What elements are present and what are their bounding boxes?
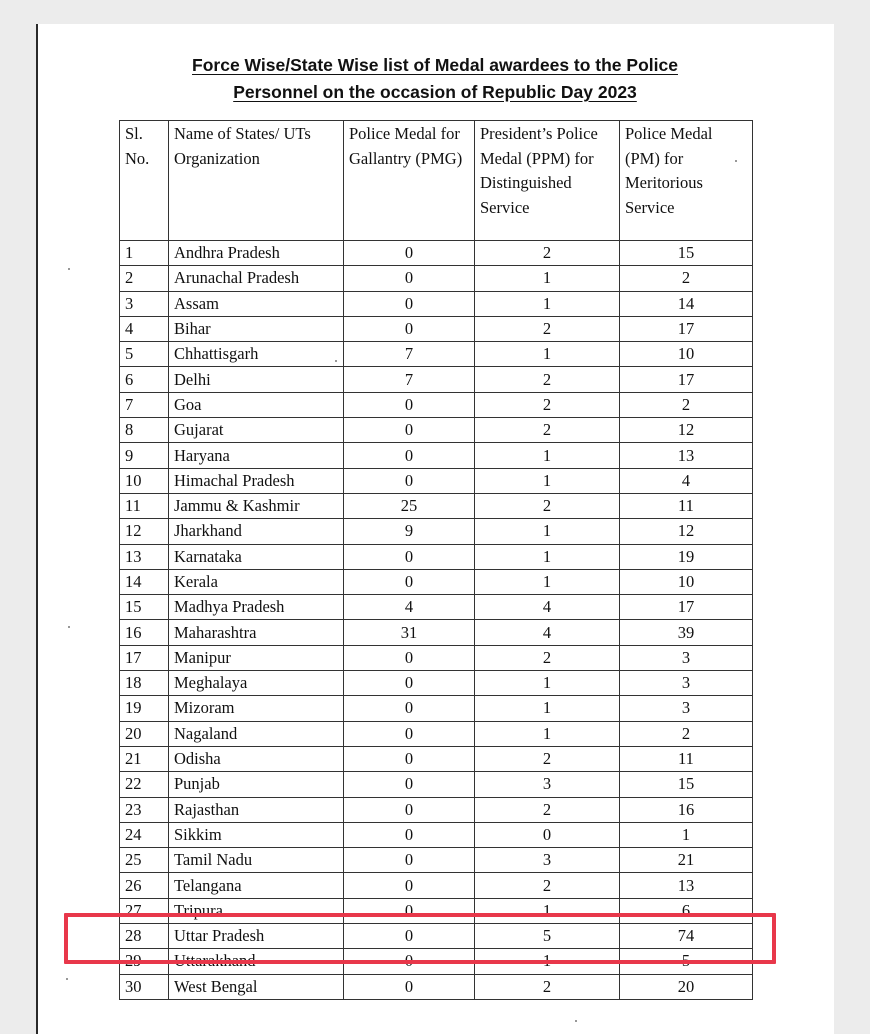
cell-sl-no: 18	[120, 671, 169, 696]
cell-sl-no: 6	[120, 367, 169, 392]
cell-pmg: 0	[344, 974, 475, 999]
cell-pm: 3	[620, 696, 753, 721]
cell-pm: 21	[620, 848, 753, 873]
cell-ppm: 1	[475, 898, 620, 923]
table-row	[120, 342, 753, 367]
cell-state-name: Kerala	[169, 569, 344, 594]
cell-sl-no: 24	[120, 822, 169, 847]
cell-pm: 12	[620, 519, 753, 544]
table-row	[120, 418, 753, 443]
cell-sl-no: 22	[120, 772, 169, 797]
cell-sl-no: 28	[120, 924, 169, 949]
cell-pm: 17	[620, 595, 753, 620]
cell-state-name: Delhi	[169, 367, 344, 392]
cell-ppm: 1	[475, 949, 620, 974]
table-header-row	[120, 121, 753, 241]
cell-pmg: 0	[344, 316, 475, 341]
cell-pm: 2	[620, 721, 753, 746]
cell-ppm: 2	[475, 367, 620, 392]
cell-ppm: 2	[475, 746, 620, 771]
table-row	[120, 443, 753, 468]
cell-pm: 16	[620, 797, 753, 822]
cell-pmg: 0	[344, 544, 475, 569]
cell-pm: 2	[620, 392, 753, 417]
cell-sl-no: 14	[120, 569, 169, 594]
cell-pmg: 0	[344, 873, 475, 898]
cell-state-name: Meghalaya	[169, 671, 344, 696]
cell-ppm: 5	[475, 924, 620, 949]
cell-sl-no: 1	[120, 241, 169, 266]
cell-state-name: Tamil Nadu	[169, 848, 344, 873]
cell-state-name: Madhya Pradesh	[169, 595, 344, 620]
cell-pm: 1	[620, 822, 753, 847]
cell-state-name: Mizoram	[169, 696, 344, 721]
cell-sl-no: 12	[120, 519, 169, 544]
cell-pm: 19	[620, 544, 753, 569]
cell-state-name: West Bengal	[169, 974, 344, 999]
cell-pmg: 4	[344, 595, 475, 620]
cell-pmg: 0	[344, 645, 475, 670]
cell-pmg: 0	[344, 848, 475, 873]
table-row	[120, 367, 753, 392]
cell-pmg: 9	[344, 519, 475, 544]
header-sl-no: Sl. No.	[120, 121, 169, 241]
cell-state-name: Bihar	[169, 316, 344, 341]
table-body	[120, 241, 753, 1000]
cell-pmg: 7	[344, 342, 475, 367]
cell-pm: 17	[620, 367, 753, 392]
cell-pmg: 0	[344, 392, 475, 417]
table-row	[120, 620, 753, 645]
cell-ppm: 3	[475, 848, 620, 873]
cell-ppm: 1	[475, 266, 620, 291]
cell-ppm: 1	[475, 519, 620, 544]
cell-sl-no: 27	[120, 898, 169, 923]
cell-ppm: 1	[475, 443, 620, 468]
cell-state-name: Sikkim	[169, 822, 344, 847]
cell-pm: 4	[620, 468, 753, 493]
cell-sl-no: 23	[120, 797, 169, 822]
cell-sl-no: 8	[120, 418, 169, 443]
cell-sl-no: 17	[120, 645, 169, 670]
cell-pmg: 0	[344, 721, 475, 746]
cell-state-name: Himachal Pradesh	[169, 468, 344, 493]
cell-ppm: 0	[475, 822, 620, 847]
cell-ppm: 4	[475, 595, 620, 620]
cell-state-name: Andhra Pradesh	[169, 241, 344, 266]
cell-pmg: 0	[344, 241, 475, 266]
cell-sl-no: 25	[120, 848, 169, 873]
cell-sl-no: 11	[120, 493, 169, 518]
highlight-box	[64, 913, 776, 964]
cell-ppm: 3	[475, 772, 620, 797]
table-row	[120, 848, 753, 873]
header-pm: Police Medal (PM) for Meritorious Service	[620, 121, 753, 241]
cell-pm: 20	[620, 974, 753, 999]
cell-ppm: 2	[475, 316, 620, 341]
table-row	[120, 822, 753, 847]
cell-state-name: Uttarakhand	[169, 949, 344, 974]
table-row	[120, 797, 753, 822]
cell-pmg: 0	[344, 949, 475, 974]
cell-pm: 11	[620, 746, 753, 771]
cell-sl-no: 19	[120, 696, 169, 721]
cell-state-name: Manipur	[169, 645, 344, 670]
table-row	[120, 291, 753, 316]
cell-pm: 14	[620, 291, 753, 316]
cell-pm: 3	[620, 645, 753, 670]
cell-pmg: 0	[344, 468, 475, 493]
cell-ppm: 1	[475, 342, 620, 367]
cell-state-name: Assam	[169, 291, 344, 316]
cell-ppm: 4	[475, 620, 620, 645]
cell-state-name: Punjab	[169, 772, 344, 797]
cell-state-name: Tripura	[169, 898, 344, 923]
cell-pmg: 0	[344, 822, 475, 847]
cell-pmg: 0	[344, 746, 475, 771]
cell-state-name: Goa	[169, 392, 344, 417]
table-row	[120, 493, 753, 518]
cell-sl-no: 20	[120, 721, 169, 746]
cell-ppm: 2	[475, 797, 620, 822]
cell-sl-no: 26	[120, 873, 169, 898]
cell-pm: 2	[620, 266, 753, 291]
cell-ppm: 1	[475, 468, 620, 493]
cell-ppm: 2	[475, 873, 620, 898]
cell-pm: 74	[620, 924, 753, 949]
cell-state-name: Gujarat	[169, 418, 344, 443]
cell-state-name: Arunachal Pradesh	[169, 266, 344, 291]
cell-state-name: Jammu & Kashmir	[169, 493, 344, 518]
table-row	[120, 645, 753, 670]
cell-pmg: 0	[344, 772, 475, 797]
scan-speck	[335, 360, 337, 362]
cell-ppm: 2	[475, 493, 620, 518]
cell-pmg: 0	[344, 671, 475, 696]
table-row	[120, 392, 753, 417]
title-line-1: Force Wise/State Wise list of Medal awardees to the Police	[192, 55, 678, 75]
cell-sl-no: 15	[120, 595, 169, 620]
cell-ppm: 1	[475, 721, 620, 746]
header-ppm: President’s Police Medal (PPM) for Distinguished Service	[475, 121, 620, 241]
cell-pm: 11	[620, 493, 753, 518]
scan-speck	[575, 1020, 577, 1022]
cell-sl-no: 16	[120, 620, 169, 645]
cell-sl-no: 7	[120, 392, 169, 417]
cell-sl-no: 13	[120, 544, 169, 569]
scan-speck	[735, 160, 737, 162]
cell-ppm: 2	[475, 645, 620, 670]
cell-state-name: Maharashtra	[169, 620, 344, 645]
cell-ppm: 2	[475, 418, 620, 443]
table-row	[120, 746, 753, 771]
cell-ppm: 1	[475, 696, 620, 721]
table-row	[120, 772, 753, 797]
table-row	[120, 696, 753, 721]
cell-pm: 13	[620, 873, 753, 898]
cell-pmg: 0	[344, 266, 475, 291]
table-row	[120, 544, 753, 569]
cell-pm: 6	[620, 898, 753, 923]
table-row	[120, 519, 753, 544]
cell-ppm: 1	[475, 544, 620, 569]
cell-ppm: 2	[475, 241, 620, 266]
cell-pm: 10	[620, 569, 753, 594]
cell-pmg: 0	[344, 696, 475, 721]
cell-state-name: Telangana	[169, 873, 344, 898]
cell-sl-no: 21	[120, 746, 169, 771]
cell-state-name: Chhattisgarh	[169, 342, 344, 367]
cell-pm: 17	[620, 316, 753, 341]
cell-sl-no: 4	[120, 316, 169, 341]
table-row	[120, 595, 753, 620]
table-row	[120, 569, 753, 594]
cell-pmg: 31	[344, 620, 475, 645]
cell-sl-no: 30	[120, 974, 169, 999]
cell-pm: 15	[620, 772, 753, 797]
scan-speck	[68, 268, 70, 270]
table-row	[120, 974, 753, 999]
table-row	[120, 266, 753, 291]
cell-pm: 15	[620, 241, 753, 266]
medal-awardees-table	[119, 120, 753, 1000]
cell-state-name: Haryana	[169, 443, 344, 468]
cell-pmg: 25	[344, 493, 475, 518]
cell-ppm: 2	[475, 974, 620, 999]
header-pmg: Police Medal for Gallantry (PMG)	[344, 121, 475, 241]
table-row	[120, 873, 753, 898]
cell-ppm: 1	[475, 291, 620, 316]
cell-pmg: 0	[344, 569, 475, 594]
cell-pmg: 0	[344, 898, 475, 923]
cell-state-name: Uttar Pradesh	[169, 924, 344, 949]
cell-sl-no: 9	[120, 443, 169, 468]
cell-sl-no: 5	[120, 342, 169, 367]
cell-ppm: 2	[475, 392, 620, 417]
cell-state-name: Odisha	[169, 746, 344, 771]
cell-pm: 3	[620, 671, 753, 696]
scan-speck	[68, 626, 70, 628]
table-row	[120, 241, 753, 266]
cell-state-name: Jharkhand	[169, 519, 344, 544]
table-row	[120, 721, 753, 746]
cell-state-name: Karnataka	[169, 544, 344, 569]
document-title	[0, 52, 870, 106]
cell-pm: 12	[620, 418, 753, 443]
cell-sl-no: 10	[120, 468, 169, 493]
table-row	[120, 468, 753, 493]
table-row	[120, 671, 753, 696]
cell-ppm: 1	[475, 569, 620, 594]
cell-pmg: 0	[344, 418, 475, 443]
table-row	[120, 316, 753, 341]
cell-pm: 10	[620, 342, 753, 367]
cell-pm: 13	[620, 443, 753, 468]
cell-ppm: 1	[475, 671, 620, 696]
cell-pmg: 0	[344, 924, 475, 949]
cell-pm: 5	[620, 949, 753, 974]
title-line-2: Personnel on the occasion of Republic Day 2023	[233, 82, 637, 102]
cell-sl-no: 3	[120, 291, 169, 316]
cell-state-name: Rajasthan	[169, 797, 344, 822]
cell-pmg: 0	[344, 291, 475, 316]
cell-pmg: 0	[344, 797, 475, 822]
cell-pmg: 7	[344, 367, 475, 392]
cell-state-name: Nagaland	[169, 721, 344, 746]
cell-sl-no: 2	[120, 266, 169, 291]
cell-pm: 39	[620, 620, 753, 645]
header-state-name: Name of States/ UTs Organization	[169, 121, 344, 241]
cell-sl-no: 29	[120, 949, 169, 974]
scan-speck	[66, 978, 68, 980]
cell-pmg: 0	[344, 443, 475, 468]
